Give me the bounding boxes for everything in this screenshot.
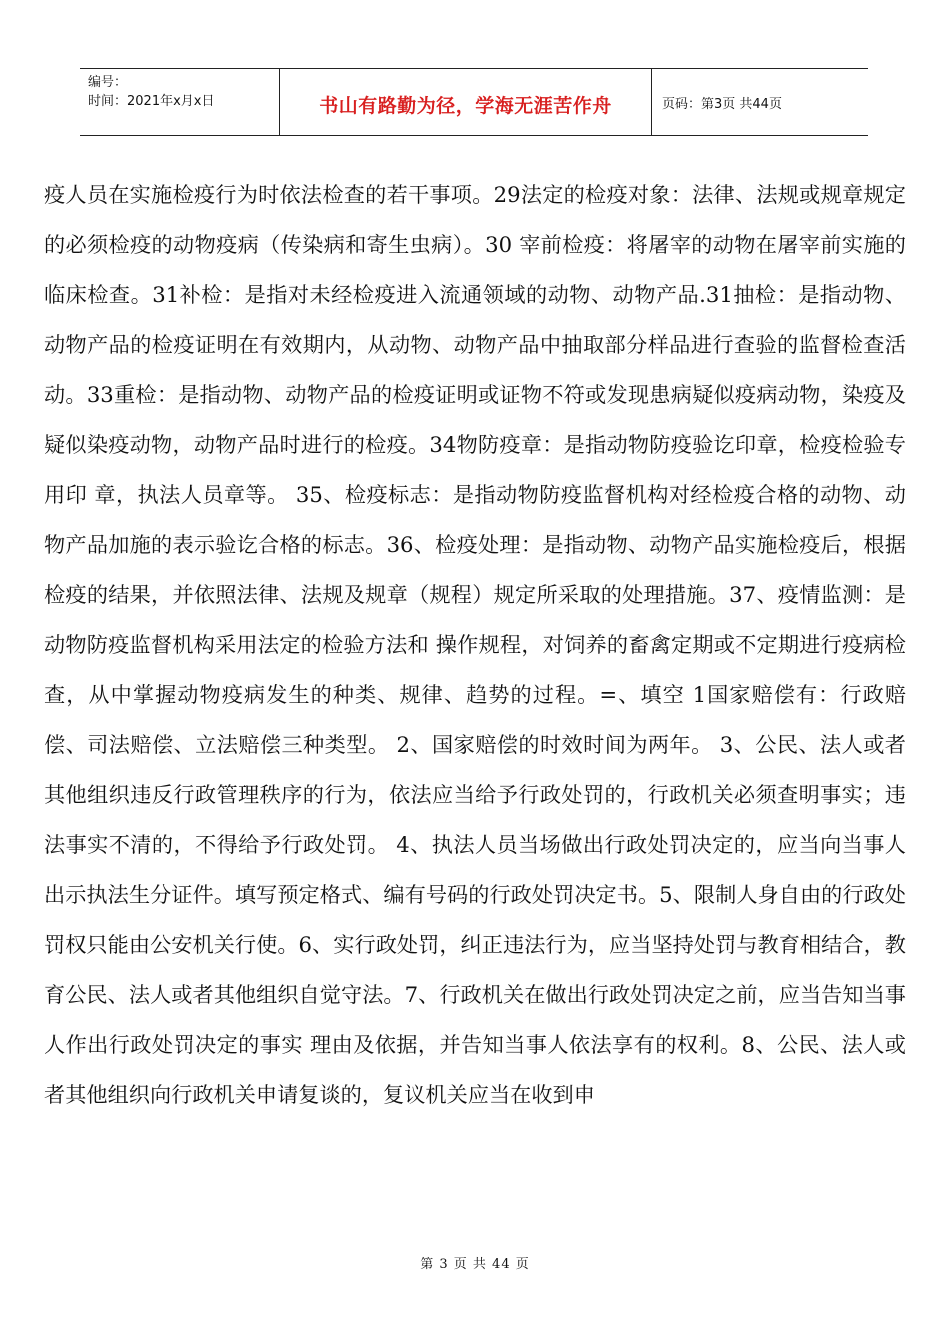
document-number-label: 编号： — [88, 75, 128, 90]
document-time-label: 时间：2021年x月x日 — [88, 94, 215, 109]
header-motto: 书山有路勤为径，学海无涯苦作舟 — [319, 94, 612, 117]
header-page-cell — [652, 69, 868, 135]
header-page-info: 页码：第3页 共44页 — [662, 96, 782, 112]
document-body-text: 疫人员在实施检疫行为时依法检查的若干事项。29法定的检疫对象：法律、法规或规章规定的必须检疫的动物疫病（传染病和寄生虫病）。30 宰前检疫：将屠宰的动物在屠宰前实施的临床检查。31补检：是指对未经检疫进入流通领域的动物、动物产品.31抽检：是指动物、动物产品的检疫证明在有效期内，从动物、动物产品中抽取部分样品进行查验的监督检查活动。33重检：是指动物、动物产品的检疫证明或证物不符或发现患病疑似疫病动物，染疫及疑似染疫动物，动物产品时进行的检疫。34物防疫章：是指动物防疫验讫印章，检疫检验专用印 章，执法人员章等。 35、检疫标志：是指动物防疫监督机构对经检疫合格的动物、动物产品加施的表示验讫合格的标志。36、检疫处理：是指动物、动物产品实施检疫后，根据检疫的结果，并依照法律、法规及规章（规程）规定所采取的处理措施。37、疫情监测：是动物防疫监督机构采用法定的检验方法和 操作规程，对饲养的畜禽定期或不定期进行疫病检查，从中掌握动物疫病发生的种类、规律、趋势的过程。=、填空 1国家赔偿有：行政赔偿、司法赔偿、立法赔偿三种类型。 2、国家赔偿的时效时间为两年。 3、公民、法人或者其他组织违反行政管理秩序的行为，依法应当给予行政处罚的，行政机关必须查明事实；违法事实不清的，不得给予行政处罚。 4、执法人员当场做出行政处罚决定的，应当向当事人出示执法生分证件。填写预定格式、编有号码的行政处罚决定书。5、限制人身自由的行政处罚权只能由公安机关行使。6、实行政处罚，纠正违法行为，应当坚持处罚与教育相结合，教育公民、法人或者其他组织自觉守法。7、行政机关在做出行政处罚决定之前，应当告知当事人作出行政处罚决定的事实 理由及依据，并告知当事人依法享有的权利。8、公民、法人或者其他组织向行政机关申请复谈的，复议机关应当在收到申 — [44, 182, 906, 1107]
document-header — [80, 68, 868, 136]
page-footer: 第 3 页 共 44 页 — [420, 1257, 530, 1272]
header-motto-cell — [280, 69, 652, 135]
header-meta-cell — [80, 69, 280, 135]
